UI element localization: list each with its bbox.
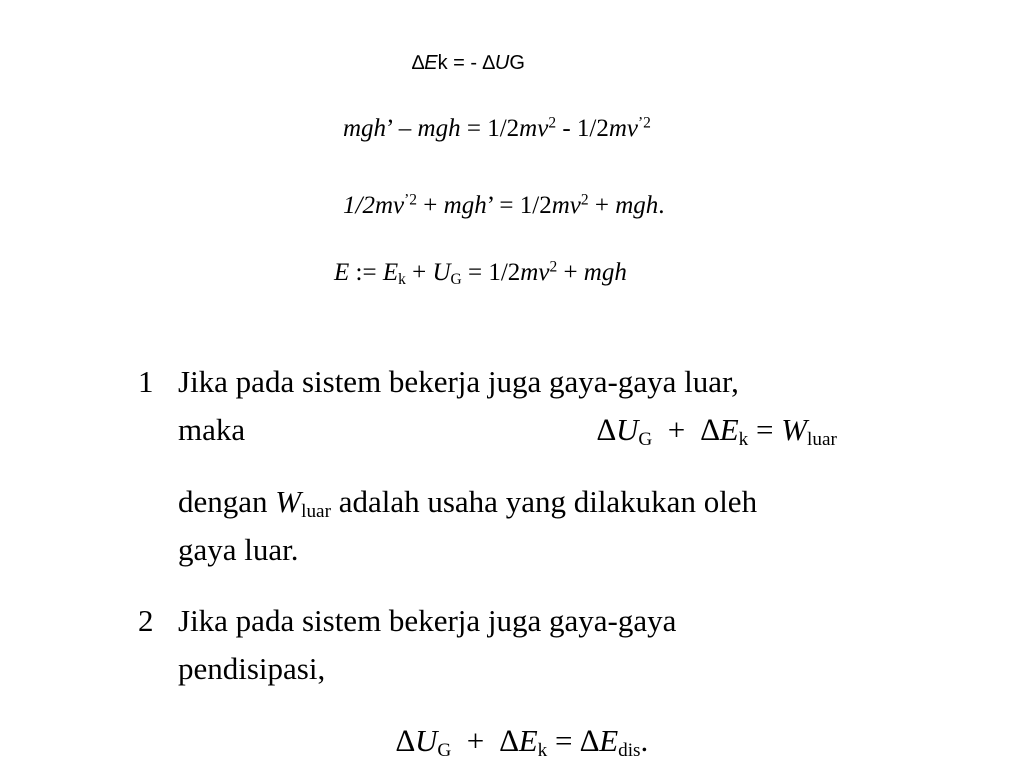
eq-text: + xyxy=(405,259,433,286)
delta-symbol: ∆ xyxy=(499,723,519,758)
item-1-line-4: gaya luar. xyxy=(178,532,299,567)
equation-energy-conservation xyxy=(343,192,665,220)
delta-symbol: ∆ xyxy=(482,52,495,74)
equation-mgh-difference xyxy=(343,115,651,143)
item-1-line-3 xyxy=(178,484,757,520)
eq-text: + xyxy=(588,192,616,219)
eq-sub: k xyxy=(537,739,548,761)
eq-var: W xyxy=(275,484,302,519)
eq-text: := xyxy=(349,259,383,286)
equation-external-work xyxy=(597,412,837,448)
eq-text: + xyxy=(451,723,500,758)
delta-symbol: ∆ xyxy=(396,723,415,758)
eq-sub: k xyxy=(738,428,749,450)
item-number-1: 1 xyxy=(138,364,154,399)
eq-var: mgh xyxy=(343,115,387,142)
eq-var: mgh xyxy=(615,192,659,219)
eq-text: = - xyxy=(447,52,483,74)
eq-var: mv xyxy=(520,259,550,286)
eq-var: U xyxy=(432,259,451,286)
eq-text: . xyxy=(658,192,665,219)
eq-var: E xyxy=(719,412,739,447)
eq-var: mgh xyxy=(583,259,627,286)
eq-var: 1/2mv xyxy=(343,192,405,219)
item-2-line-2: pendisipasi, xyxy=(178,651,326,686)
eq-var: E xyxy=(382,259,399,286)
eq-text: + xyxy=(557,259,584,286)
eq-sub: dis xyxy=(618,739,641,761)
eq-sub: luar xyxy=(301,500,331,522)
eq-var: mgh xyxy=(417,115,461,142)
eq-text: ’ – xyxy=(386,115,418,142)
delta-symbol: ∆ xyxy=(700,412,720,447)
eq-text: = 1/2 xyxy=(461,259,521,286)
eq-var: E xyxy=(424,52,438,74)
eq-var: U xyxy=(615,412,639,447)
item-1-line-2: maka xyxy=(178,412,246,447)
eq-sub: G xyxy=(437,739,452,761)
delta-symbol: ∆ xyxy=(597,412,616,447)
eq-var: mv xyxy=(608,115,638,142)
eq-text: . xyxy=(640,723,649,758)
eq-sup: 2 xyxy=(549,258,558,276)
eq-text: k xyxy=(437,52,448,74)
eq-text: ’ = 1/2 xyxy=(486,192,552,219)
equation-dissipation xyxy=(396,723,648,759)
eq-sup: 2 xyxy=(548,114,557,132)
eq-sub: k xyxy=(398,270,406,288)
eq-var: mv xyxy=(551,192,581,219)
eq-var: mgh xyxy=(443,192,487,219)
eq-var: mv xyxy=(519,115,549,142)
eq-text: + xyxy=(652,412,701,447)
eq-text: + xyxy=(417,192,444,219)
eq-sup: 2 xyxy=(580,191,589,209)
eq-text: - 1/2 xyxy=(556,115,609,142)
item-2-line-1: Jika pada sistem bekerja juga gaya-gaya xyxy=(178,603,677,638)
eq-text: = xyxy=(748,412,782,447)
text-fragment: dengan xyxy=(178,484,276,519)
eq-sub: G xyxy=(638,428,653,450)
item-1-line-1: Jika pada sistem bekerja juga gaya-gaya luar, xyxy=(178,364,739,399)
delta-symbol: ∆ xyxy=(412,52,425,74)
eq-var: E xyxy=(334,259,350,286)
eq-sub: G xyxy=(450,270,462,288)
eq-var: U xyxy=(494,52,510,74)
eq-text: G xyxy=(509,52,525,74)
equation-total-energy xyxy=(334,259,627,287)
item-number-2: 2 xyxy=(138,603,154,638)
text-fragment: adalah usaha yang dilakukan oleh xyxy=(330,484,758,519)
eq-var: E xyxy=(518,723,538,758)
eq-text: = 1/2 xyxy=(460,115,520,142)
eq-var: U xyxy=(414,723,438,758)
equation-energy-change xyxy=(412,52,525,75)
eq-var: E xyxy=(599,723,619,758)
eq-sup: ’2 xyxy=(638,114,651,132)
delta-symbol: ∆ xyxy=(580,723,600,758)
eq-sub: luar xyxy=(807,428,837,450)
eq-sup: ’2 xyxy=(404,191,418,209)
eq-var: W xyxy=(781,412,808,447)
eq-text: = xyxy=(547,723,581,758)
